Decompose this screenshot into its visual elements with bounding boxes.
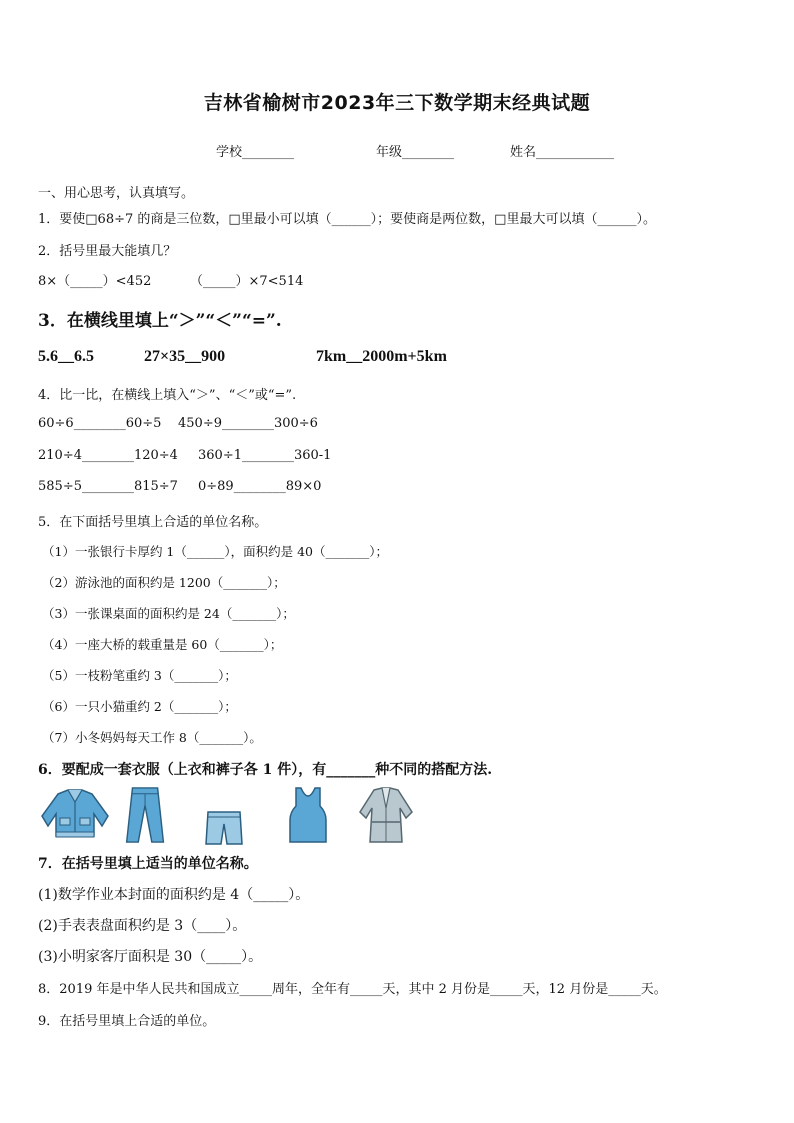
question-5-item-6: （6）一只小猫重约 2（_______）； bbox=[42, 699, 237, 714]
question-4-row-1-b: 450÷9________300÷6 bbox=[178, 416, 318, 431]
school-label: 学校 bbox=[216, 145, 243, 160]
name-blank: ____________ bbox=[536, 145, 615, 160]
question-2-item-2: （_____）×7<514 bbox=[190, 274, 304, 289]
question-5-item-2: （2）游泳池的面积约是 1200（_______）； bbox=[42, 575, 286, 590]
question-7-item-3: (3)小明家客厅面积是 30（_____）。 bbox=[38, 949, 263, 965]
jeans-icon bbox=[124, 786, 168, 844]
question-4-title: 4．比一比，在横线上填入“＞”、“＜”或“=”. bbox=[38, 388, 297, 403]
question-5-item-3: （3）一张课桌面的面积约是 24（_______）； bbox=[42, 606, 295, 621]
grade-field bbox=[376, 141, 454, 160]
question-4-row-3-a: 585÷5________815÷7 bbox=[38, 479, 178, 494]
school-blank: ________ bbox=[242, 145, 295, 160]
question-8: 8．2019 年是中华人民共和国成立_____周年，全年有_____天，其中 2 月份是_____天，12 月份是_____天。 bbox=[38, 982, 667, 997]
question-5-item-4: （4）一座大桥的载重量是 60（_______）； bbox=[42, 637, 283, 652]
question-7-item-1: (1)数学作业本封面的面积约是 4（_____）。 bbox=[38, 887, 310, 903]
school-field bbox=[216, 141, 294, 160]
question-7-title: 7．在括号里填上适当的单位名称。 bbox=[38, 856, 258, 872]
jacket-icon bbox=[38, 786, 112, 844]
section-1-heading: 一、用心思考，认真填写。 bbox=[38, 186, 195, 201]
question-5-item-5: （5）一枝粉笔重约 3（_______）； bbox=[42, 668, 237, 683]
question-1: 1．要使□68÷7 的商是三位数，□里最小可以填（______）；要使商是两位数，□里最大可以填（______）。 bbox=[38, 212, 656, 227]
question-4-row-1-a: 60÷6________60÷5 bbox=[38, 416, 162, 431]
tank-top-icon bbox=[288, 786, 328, 844]
question-4-row-2-a: 210÷4________120÷4 bbox=[38, 448, 178, 463]
question-4-row-3-b: 0÷89________89×0 bbox=[198, 479, 322, 494]
question-4-row-2-b: 360÷1________360-1 bbox=[198, 448, 332, 463]
name-field bbox=[510, 141, 614, 160]
question-9: 9．在括号里填上合适的单位。 bbox=[38, 1014, 216, 1029]
question-7-item-2: (2)手表表盘面积约是 3（____）。 bbox=[38, 918, 247, 934]
shorts-icon bbox=[204, 800, 244, 858]
grade-label: 年级 bbox=[376, 145, 403, 160]
question-5-item-1: （1）一张银行卡厚约 1（______），面积约是 40（_______）； bbox=[42, 544, 389, 559]
name-label: 姓名 bbox=[510, 145, 537, 160]
question-3-item-1: 5.6__6.5 bbox=[38, 348, 94, 365]
grade-blank: ________ bbox=[402, 145, 455, 160]
question-3-item-2: 27×35__900 bbox=[144, 348, 226, 365]
page-title: 吉林省榆树市2023年三下数学期末经典试题 bbox=[203, 92, 591, 114]
question-6: 6．要配成一套衣服（上衣和裤子各 1 件），有_______种不同的搭配方法. bbox=[38, 762, 493, 778]
question-5-item-7: （7）小冬妈妈每天工作 8（_______）。 bbox=[42, 730, 262, 745]
question-2-title: 2．括号里最大能填几？ bbox=[38, 244, 177, 259]
coat-icon bbox=[356, 786, 416, 844]
question-5-title: 5．在下面括号里填上合适的单位名称。 bbox=[38, 515, 268, 530]
question-2-item-1: 8×（_____）<452 bbox=[38, 274, 152, 289]
question-3-item-3: 7km__2000m+5km bbox=[316, 348, 447, 365]
question-3-title: 3．在横线里填上“＞”“＜”“=”. bbox=[38, 311, 282, 331]
